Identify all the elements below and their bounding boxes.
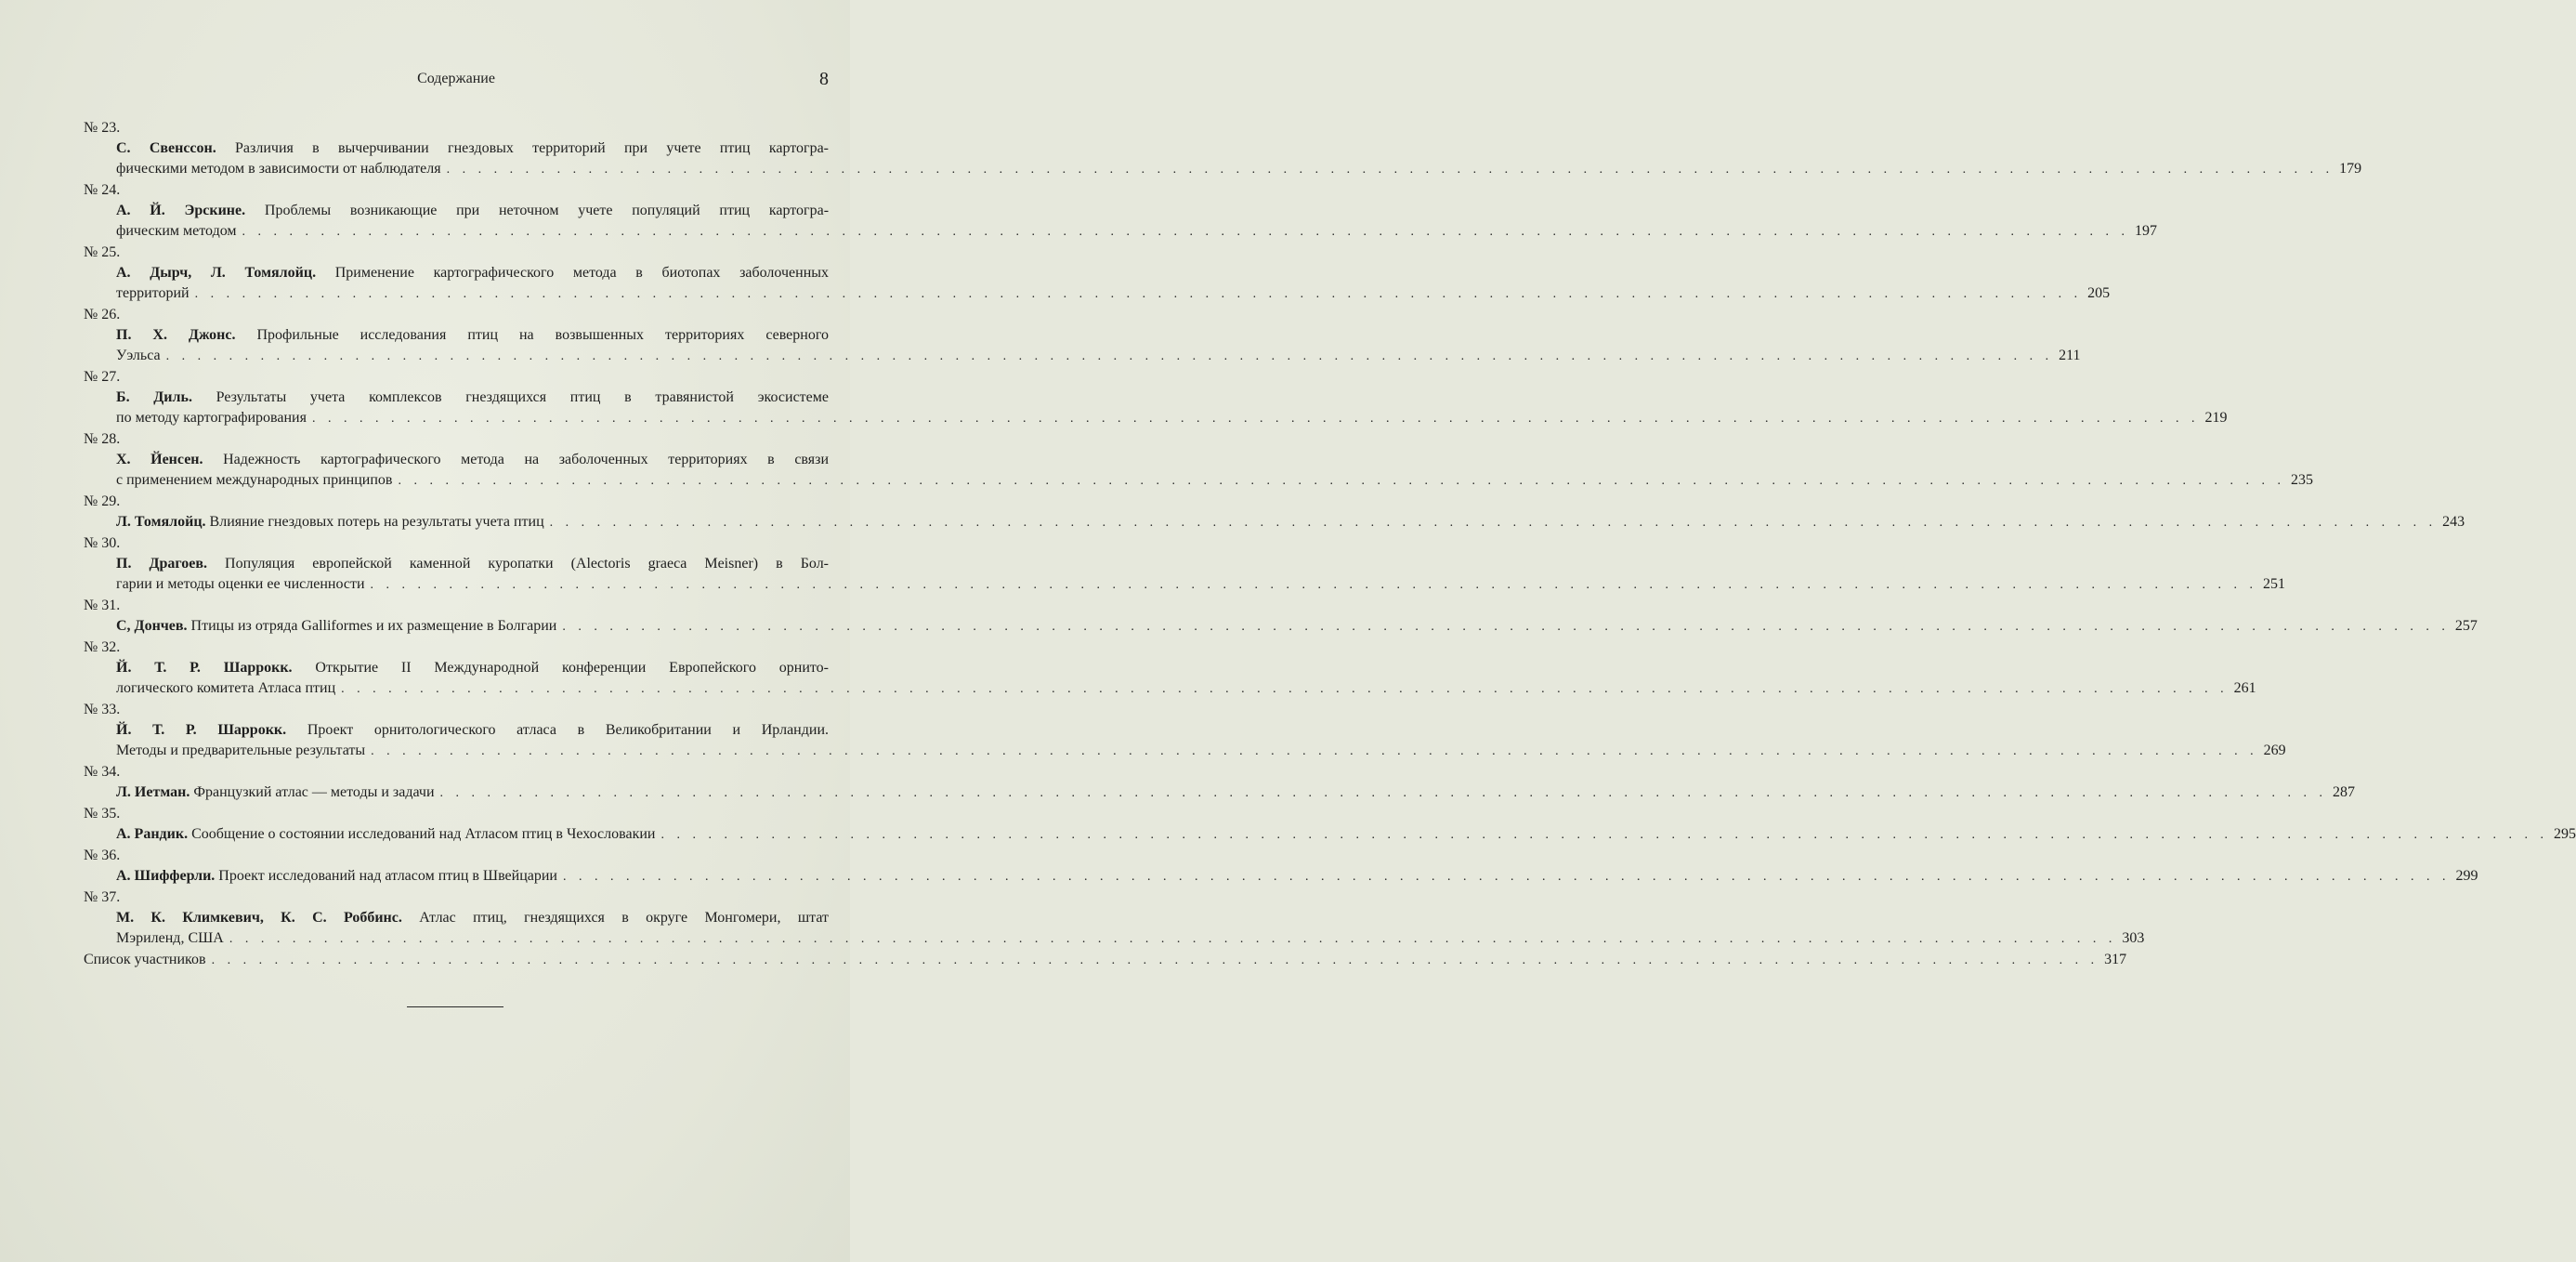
leader-dots: . . . . . . . . . . . . . . . . . . . . . . . . . . . . . . . . . . . . . . . . . . . . . . . . . . . . . . . . . . . . . . . . . . . . . . . . . . . . . . . . . . . . . . . . . . . . . . . . . . . . . . . . . . . . . . . . . . . . . . . . — [194, 287, 2083, 301]
entry-author: П. Драгоев. — [116, 556, 207, 572]
entry-title: Проект орнитологического атласа в Великобритании и Ирландии. — [307, 722, 830, 738]
entry-number: № 37. — [84, 889, 121, 905]
page-title: Содержание — [417, 71, 495, 86]
leader-dots: . . . . . . . . . . . . . . . . . . . . . . . . . . . . . . . . . . . . . . . . . . . . . . . . . . . . . . . . . . . . . . . . . . . . . . . . . . . . . . . . . . . . . . . . . . . . . . . . . . . . . . . . . . . . . . . . . . . . . . . . — [229, 932, 2117, 946]
toc-entry — [84, 512, 2465, 533]
entry-author: А. Шифферли. — [116, 868, 216, 884]
entry-title-end: логического комитета Атласа птиц — [116, 680, 336, 696]
entry-author: П. Х. Джонс. — [116, 327, 236, 343]
entry-title-end: с применением международных принципов — [116, 472, 393, 488]
entry-title-last-line — [116, 283, 2111, 305]
entry-title-end: территорий — [116, 285, 190, 301]
entry-title-line — [116, 263, 829, 283]
toc-entry — [84, 908, 2145, 950]
entry-page: 257 — [2454, 618, 2478, 634]
leader-dots: . . . . . . . . . . . . . . . . . . . . . . . . . . . . . . . . . . . . . . . . . . . . . . . . . . . . . . . . . . . . . . . . . . . . . . . . . . . . . . . . . . . . . . . . . . . . . . . . . . . . . . . . . . . . . . . . . . . . . . . . — [562, 870, 2451, 884]
leader-dots: . . . . . . . . . . . . . . . . . . . . . . . . . . . . . . . . . . . . . . . . . . . . . . . . . . . . . . . . . . . . . . . . . . . . . . . . . . . . . . . . . . . . . . . . . . . . . . . . . . . . . . . . . . . . . . . . . . . . . . . . — [211, 953, 2099, 967]
entry-title-line — [116, 450, 829, 470]
entry-title-last-line — [116, 221, 2158, 243]
entry-title: Результаты учета комплексов гнездящихся птиц в травянистой экосистеме — [216, 389, 830, 405]
entry-title-last-line — [116, 408, 2228, 429]
toc-entry — [84, 554, 2286, 596]
entry-number: № 28. — [84, 431, 121, 447]
entry-title-line — [116, 388, 829, 408]
entry-number: № 36. — [84, 848, 121, 863]
entry-title-last-line — [116, 574, 2286, 596]
entry-author: Л. Томялойц. — [116, 514, 206, 530]
entry-title-line — [116, 554, 829, 574]
leader-dots: . . . . . . . . . . . . . . . . . . . . . . . . . . . . . . . . . . . . . . . . . . . . . . . . . . . . . . . . . . . . . . . . . . . . . . . . . . . . . . . . . . . . . . . . . . . . . . . . . . . . . . . . . . . . . . . . . . . . . . . . — [660, 828, 2548, 842]
entry-title-line — [116, 824, 655, 845]
entry-number: № 23. — [84, 120, 121, 136]
leader-dots: . . . . . . . . . . . . . . . . . . . . . . . . . . . . . . . . . . . . . . . . . . . . . . . . . . . . . . . . . . . . . . . . . . . . . . . . . . . . . . . . . . . . . . . . . . . . . . . . . . . . . . . . . . . . . . . . . . . . . . . . — [398, 474, 2285, 488]
leader-dots: . . . . . . . . . . . . . . . . . . . . . . . . . . . . . . . . . . . . . . . . . . . . . . . . . . . . . . . . . . . . . . . . . . . . . . . . . . . . . . . . . . . . . . . . . . . . . . . . . . . . . . . . . . . . . . . . . . . . . . . . — [446, 163, 2334, 177]
entry-title-last-line — [116, 782, 2356, 804]
entry-author: А. Й. Эрскине. — [116, 203, 246, 218]
entry-author: Й. Т. Р. Шаррокк. — [116, 660, 293, 676]
entry-title-line — [116, 325, 829, 346]
entry-title: Применение картографического метода в биотопах заболоченных — [334, 265, 830, 281]
entry-title-last-line — [116, 616, 2478, 638]
entry-page: 261 — [2233, 680, 2256, 696]
entry-title-end: Мэриленд, США — [116, 930, 224, 946]
toc-entry — [84, 720, 2286, 762]
toc-entry — [84, 616, 2478, 638]
entry-page: 251 — [2263, 576, 2286, 592]
toc-entry — [84, 450, 2313, 492]
entry-title: Проект исследований над атласом птиц в Швейцарии — [218, 868, 557, 884]
leader-dots: . . . . . . . . . . . . . . . . . . . . . . . . . . . . . . . . . . . . . . . . . . . . . . . . . . . . . . . . . . . . . . . . . . . . . . . . . . . . . . . . . . . . . . . . . . . . . . . . . . . . . . . . . . . . . . . . . . . . . . . . — [562, 620, 2450, 634]
entry-title-last-line — [116, 928, 2145, 950]
entry-author: М. К. Климкевич, К. С. Роббинс. — [116, 910, 402, 926]
entry-title: Птицы из отряда Galliformes и их размещение в Болгарии — [190, 618, 557, 634]
entry-author: С, Дончев. — [116, 618, 188, 634]
table-of-contents — [84, 118, 2576, 971]
entry-title: Сообщение о состоянии исследований над Атласом птиц в Чехословакии — [191, 826, 656, 842]
leader-dots: . . . . . . . . . . . . . . . . . . . . . . . . . . . . . . . . . . . . . . . . . . . . . . . . . . . . . . . . . . . . . . . . . . . . . . . . . . . . . . . . . . . . . . . . . . . . . . . . . . . . . . . . . . . . . . . . . . . . . . . . — [370, 578, 2258, 592]
entry-author: Л. Иетман. — [116, 784, 190, 800]
toc-entry — [84, 325, 2081, 367]
leader-dots: . . . . . . . . . . . . . . . . . . . . . . . . . . . . . . . . . . . . . . . . . . . . . . . . . . . . . . . . . . . . . . . . . . . . . . . . . . . . . . . . . . . . . . . . . . . . . . . . . . . . . . . . . . . . . . . . . . . . . . . . — [341, 682, 2229, 696]
entry-title-line — [116, 616, 556, 637]
entry-page: 205 — [2087, 285, 2111, 301]
entry-page: 295 — [2553, 826, 2576, 842]
entry-title-end: фическим методом — [116, 223, 237, 239]
toc-entry — [84, 824, 2576, 846]
entry-page: 303 — [2122, 930, 2145, 946]
participants-page: 317 — [2104, 952, 2127, 967]
entry-title-end: Методы и предварительные результаты — [116, 743, 366, 758]
entry-title-last-line — [116, 470, 2313, 492]
entry-page: 299 — [2455, 868, 2478, 884]
entry-number: № 29. — [84, 493, 121, 509]
leader-dots: . . . . . . . . . . . . . . . . . . . . . . . . . . . . . . . . . . . . . . . . . . . . . . . . . . . . . . . . . . . . . . . . . . . . . . . . . . . . . . . . . . . . . . . . . . . . . . . . . . . . . . . . . . . . . . . . . . . . . . . . — [165, 349, 2054, 363]
participants-label: Список участников — [84, 952, 206, 967]
entry-author: А. Дырч, Л. Томялойц. — [116, 265, 317, 281]
leader-dots: . . . . . . . . . . . . . . . . . . . . . . . . . . . . . . . . . . . . . . . . . . . . . . . . . . . . . . . . . . . . . . . . . . . . . . . . . . . . . . . . . . . . . . . . . . . . . . . . . . . . . . . . . . . . . . . . . . . . . . . . — [242, 225, 2130, 239]
entry-author: Б. Диль. — [116, 389, 192, 405]
page-number: 8 — [819, 69, 829, 89]
entry-number: № 30. — [84, 535, 121, 551]
toc-entry — [84, 658, 2256, 700]
entry-page: 197 — [2135, 223, 2158, 239]
closing-rule — [407, 1006, 503, 1007]
entry-title-last-line — [116, 824, 2576, 846]
entry-title-end: гарии и методы оценки ее численности — [116, 576, 365, 592]
entry-title-last-line — [116, 159, 2362, 180]
entry-number: № 27. — [84, 369, 121, 385]
entry-number: № 25. — [84, 244, 121, 260]
leader-dots: . . . . . . . . . . . . . . . . . . . . . . . . . . . . . . . . . . . . . . . . . . . . . . . . . . . . . . . . . . . . . . . . . . . . . . . . . . . . . . . . . . . . . . . . . . . . . . . . . . . . . . . . . . . . . . . . . . . . . . . . — [549, 516, 2438, 530]
entry-page: 243 — [2442, 514, 2465, 530]
entry-title-line — [116, 782, 435, 803]
entry-title-last-line — [84, 950, 2127, 971]
entry-page: 211 — [2059, 348, 2081, 363]
entry-page: 269 — [2263, 743, 2286, 758]
entry-title-last-line — [116, 512, 2465, 533]
entry-page: 219 — [2204, 410, 2228, 426]
entry-number: № 32. — [84, 639, 121, 655]
entry-title: Открытие II Международной конференции Европейского орнито- — [315, 660, 830, 676]
entry-title-line — [116, 720, 829, 741]
entry-title-line — [116, 908, 829, 928]
entry-title-last-line — [116, 346, 2081, 367]
toc-entry — [84, 866, 2478, 887]
entry-title-end: по методу картографирования — [116, 410, 307, 426]
entry-title-line — [116, 866, 557, 887]
entry-page: 235 — [2290, 472, 2313, 488]
toc-entry — [84, 388, 2228, 429]
entry-number: № 26. — [84, 307, 121, 322]
entry-number: № 31. — [84, 598, 121, 613]
entry-title: Надежность картографического метода на заболоченных территориях в связи — [223, 452, 830, 467]
entry-author: Х. Йенсен. — [116, 452, 203, 467]
entry-title-last-line — [116, 866, 2478, 887]
leader-dots: . . . . . . . . . . . . . . . . . . . . . . . . . . . . . . . . . . . . . . . . . . . . . . . . . . . . . . . . . . . . . . . . . . . . . . . . . . . . . . . . . . . . . . . . . . . . . . . . . . . . . . . . . . . . . . . . . . . . . . . . — [311, 412, 2200, 426]
entry-title-line — [116, 512, 544, 532]
entry-title: Проблемы возникающие при неточном учете популяций птиц картогра- — [264, 203, 830, 218]
leader-dots: . . . . . . . . . . . . . . . . . . . . . . . . . . . . . . . . . . . . . . . . . . . . . . . . . . . . . . . . . . . . . . . . . . . . . . . . . . . . . . . . . . . . . . . . . . . . . . . . . . . . . . . . . . . . . . . . . . . . . . . . — [439, 786, 2328, 800]
entry-author: Й. Т. Р. Шаррокк. — [116, 722, 287, 738]
entry-number: № 33. — [84, 702, 121, 717]
entry-page: 287 — [2333, 784, 2356, 800]
toc-entry — [84, 263, 2111, 305]
toc-entry-participants — [84, 950, 2127, 971]
entry-title-last-line — [116, 741, 2286, 762]
entry-title: Французкий атлас — методы и задачи — [193, 784, 435, 800]
entry-title-line — [116, 658, 829, 678]
entry-title: Профильные исследования птиц на возвышенных территориях северного — [256, 327, 830, 343]
entry-title-end: фическими методом в зависимости от наблюдателя — [116, 161, 441, 177]
entry-page: 179 — [2339, 161, 2362, 177]
entry-title: Различия в вычерчивании гнездовых территорий при учете птиц картогра- — [235, 140, 830, 156]
page-header — [84, 69, 829, 91]
entry-title-line — [116, 201, 829, 221]
entry-title-last-line — [116, 678, 2256, 700]
leader-dots: . . . . . . . . . . . . . . . . . . . . . . . . . . . . . . . . . . . . . . . . . . . . . . . . . . . . . . . . . . . . . . . . . . . . . . . . . . . . . . . . . . . . . . . . . . . . . . . . . . . . . . . . . . . . . . . . . . . . . . . . — [371, 744, 2258, 758]
entry-title: Атлас птиц, гнездящихся в округе Монгомери, штат — [419, 910, 830, 926]
toc-entry — [84, 201, 2158, 243]
toc-entry — [84, 782, 2356, 804]
entry-author: С. Свенссон. — [116, 140, 216, 156]
entry-number: № 35. — [84, 806, 121, 822]
entry-author: А. Рандик. — [116, 826, 189, 842]
entry-title-line — [116, 138, 829, 159]
entry-title: Влияние гнездовых потерь на результаты учета птиц — [209, 514, 544, 530]
entry-title: Популяция европейской каменной куропатки (Alectoris graeca Meisner) в Бол- — [225, 556, 830, 572]
toc-entry — [84, 138, 2362, 180]
entry-title-end: Уэльса — [116, 348, 161, 363]
entry-number: № 34. — [84, 764, 121, 780]
entry-number: № 24. — [84, 182, 121, 198]
